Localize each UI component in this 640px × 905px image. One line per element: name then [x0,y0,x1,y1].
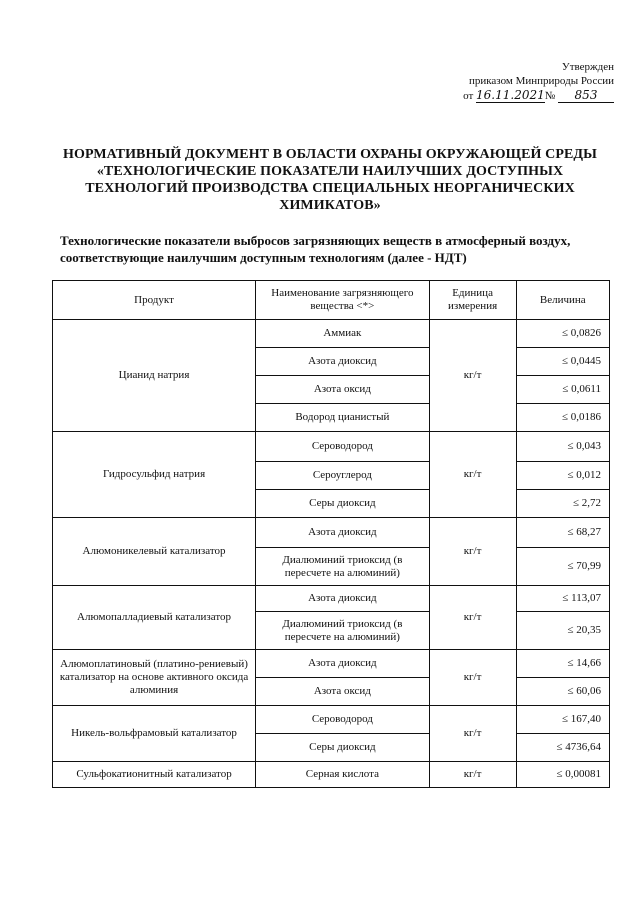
substance-cell: Азота оксид [256,678,430,706]
substance-cell: Сероуглерод [256,462,430,490]
product-cell: Цианид натрия [53,320,256,432]
value-cell: ≤ 0,043 [516,432,609,462]
table-row [53,432,610,462]
table-body [53,320,610,788]
section-subtitle: Технологические показатели выбросов загрязняющих веществ в атмосферный воздух, соответствующие наилучшим доступным технологиям (далее - НДТ) [60,233,571,265]
value-cell: ≤ 14,66 [516,650,609,678]
value-cell: ≤ 0,00081 [516,762,609,788]
product-cell: Алюмоплатиновый (платино-рениевый) катализатор на основе активного оксида алюминия [53,650,256,706]
table-header-row [53,281,610,320]
value-cell: ≤ 4736,64 [516,734,609,762]
unit-cell: кг/т [429,320,516,432]
value-cell: ≤ 0,0611 [516,376,609,404]
unit-cell: кг/т [429,518,516,586]
value-cell: ≤ 70,99 [516,548,609,586]
table-row [53,650,610,678]
substance-cell: Азота диоксид [256,586,430,612]
value-cell: ≤ 0,012 [516,462,609,490]
approval-stamp [459,60,614,103]
substance-cell: Серы диоксид [256,490,430,518]
approval-line-order: приказом Минприроды России [468,75,614,87]
approval-from-prefix: от [463,90,474,102]
approval-date: 16.11.2021 [476,88,545,102]
approval-number: 853 [558,88,614,103]
substance-cell: Сероводород [256,706,430,734]
approval-number-prefix: № [544,90,556,102]
product-cell: Алюмопалладиевый катализатор [53,586,256,650]
table-row [53,518,610,548]
value-cell: ≤ 0,0826 [516,320,609,348]
header-value: Величина [516,281,609,320]
approval-order-line [459,88,614,103]
substance-cell: Сероводород [256,432,430,462]
table-row [53,586,610,612]
substance-cell: Азота диоксид [256,650,430,678]
approval-line-approved: Утвержден [561,61,614,73]
value-cell: ≤ 0,0445 [516,348,609,376]
substance-cell: Азота оксид [256,376,430,404]
unit-cell: кг/т [429,432,516,518]
substance-cell: Азота диоксид [256,518,430,548]
substance-cell: Диалюминий триоксид (в пересчете на алюминий) [256,548,430,586]
substance-cell: Водород цианистый [256,404,430,432]
product-cell: Гидросульфид натрия [53,432,256,518]
table-row [53,762,610,788]
substance-cell: Серы диоксид [256,734,430,762]
value-cell: ≤ 167,40 [516,706,609,734]
value-cell: ≤ 2,72 [516,490,609,518]
value-cell: ≤ 20,35 [516,612,609,650]
unit-cell: кг/т [429,762,516,788]
indicators-table [52,280,610,788]
product-cell: Никель-вольфрамовый катализатор [53,706,256,762]
table-row [53,320,610,348]
unit-cell: кг/т [429,586,516,650]
substance-cell: Серная кислота [256,762,430,788]
value-cell: ≤ 60,06 [516,678,609,706]
product-cell: Сульфокатионитный катализатор [53,762,256,788]
substance-cell: Азота диоксид [256,348,430,376]
header-product: Продукт [53,281,256,320]
substance-cell: Аммиак [256,320,430,348]
value-cell: ≤ 68,27 [516,518,609,548]
document-title: НОРМАТИВНЫЙ ДОКУМЕНТ В ОБЛАСТИ ОХРАНЫ ОКРУЖАЮЩЕЙ СРЕДЫ «ТЕХНОЛОГИЧЕСКИЕ ПОКАЗАТЕЛИ НАИЛУЧШИХ ДОСТУПНЫХ ТЕХНОЛОГИЙ ПРОИЗВОДСТВА СПЕЦИАЛЬНЫХ НЕОРГАНИЧЕСКИХ ХИМИКАТОВ» [62,147,598,213]
table-row [53,706,610,734]
value-cell: ≤ 113,07 [516,586,609,612]
header-unit: Единица измерения [429,281,516,320]
unit-cell: кг/т [429,650,516,706]
substance-cell: Диалюминий триоксид (в пересчете на алюминий) [256,612,430,650]
unit-cell: кг/т [429,706,516,762]
product-cell: Алюмоникелевый катализатор [53,518,256,586]
value-cell: ≤ 0,0186 [516,404,609,432]
header-substance: Наименование загрязняющего вещества <*> [256,281,430,320]
